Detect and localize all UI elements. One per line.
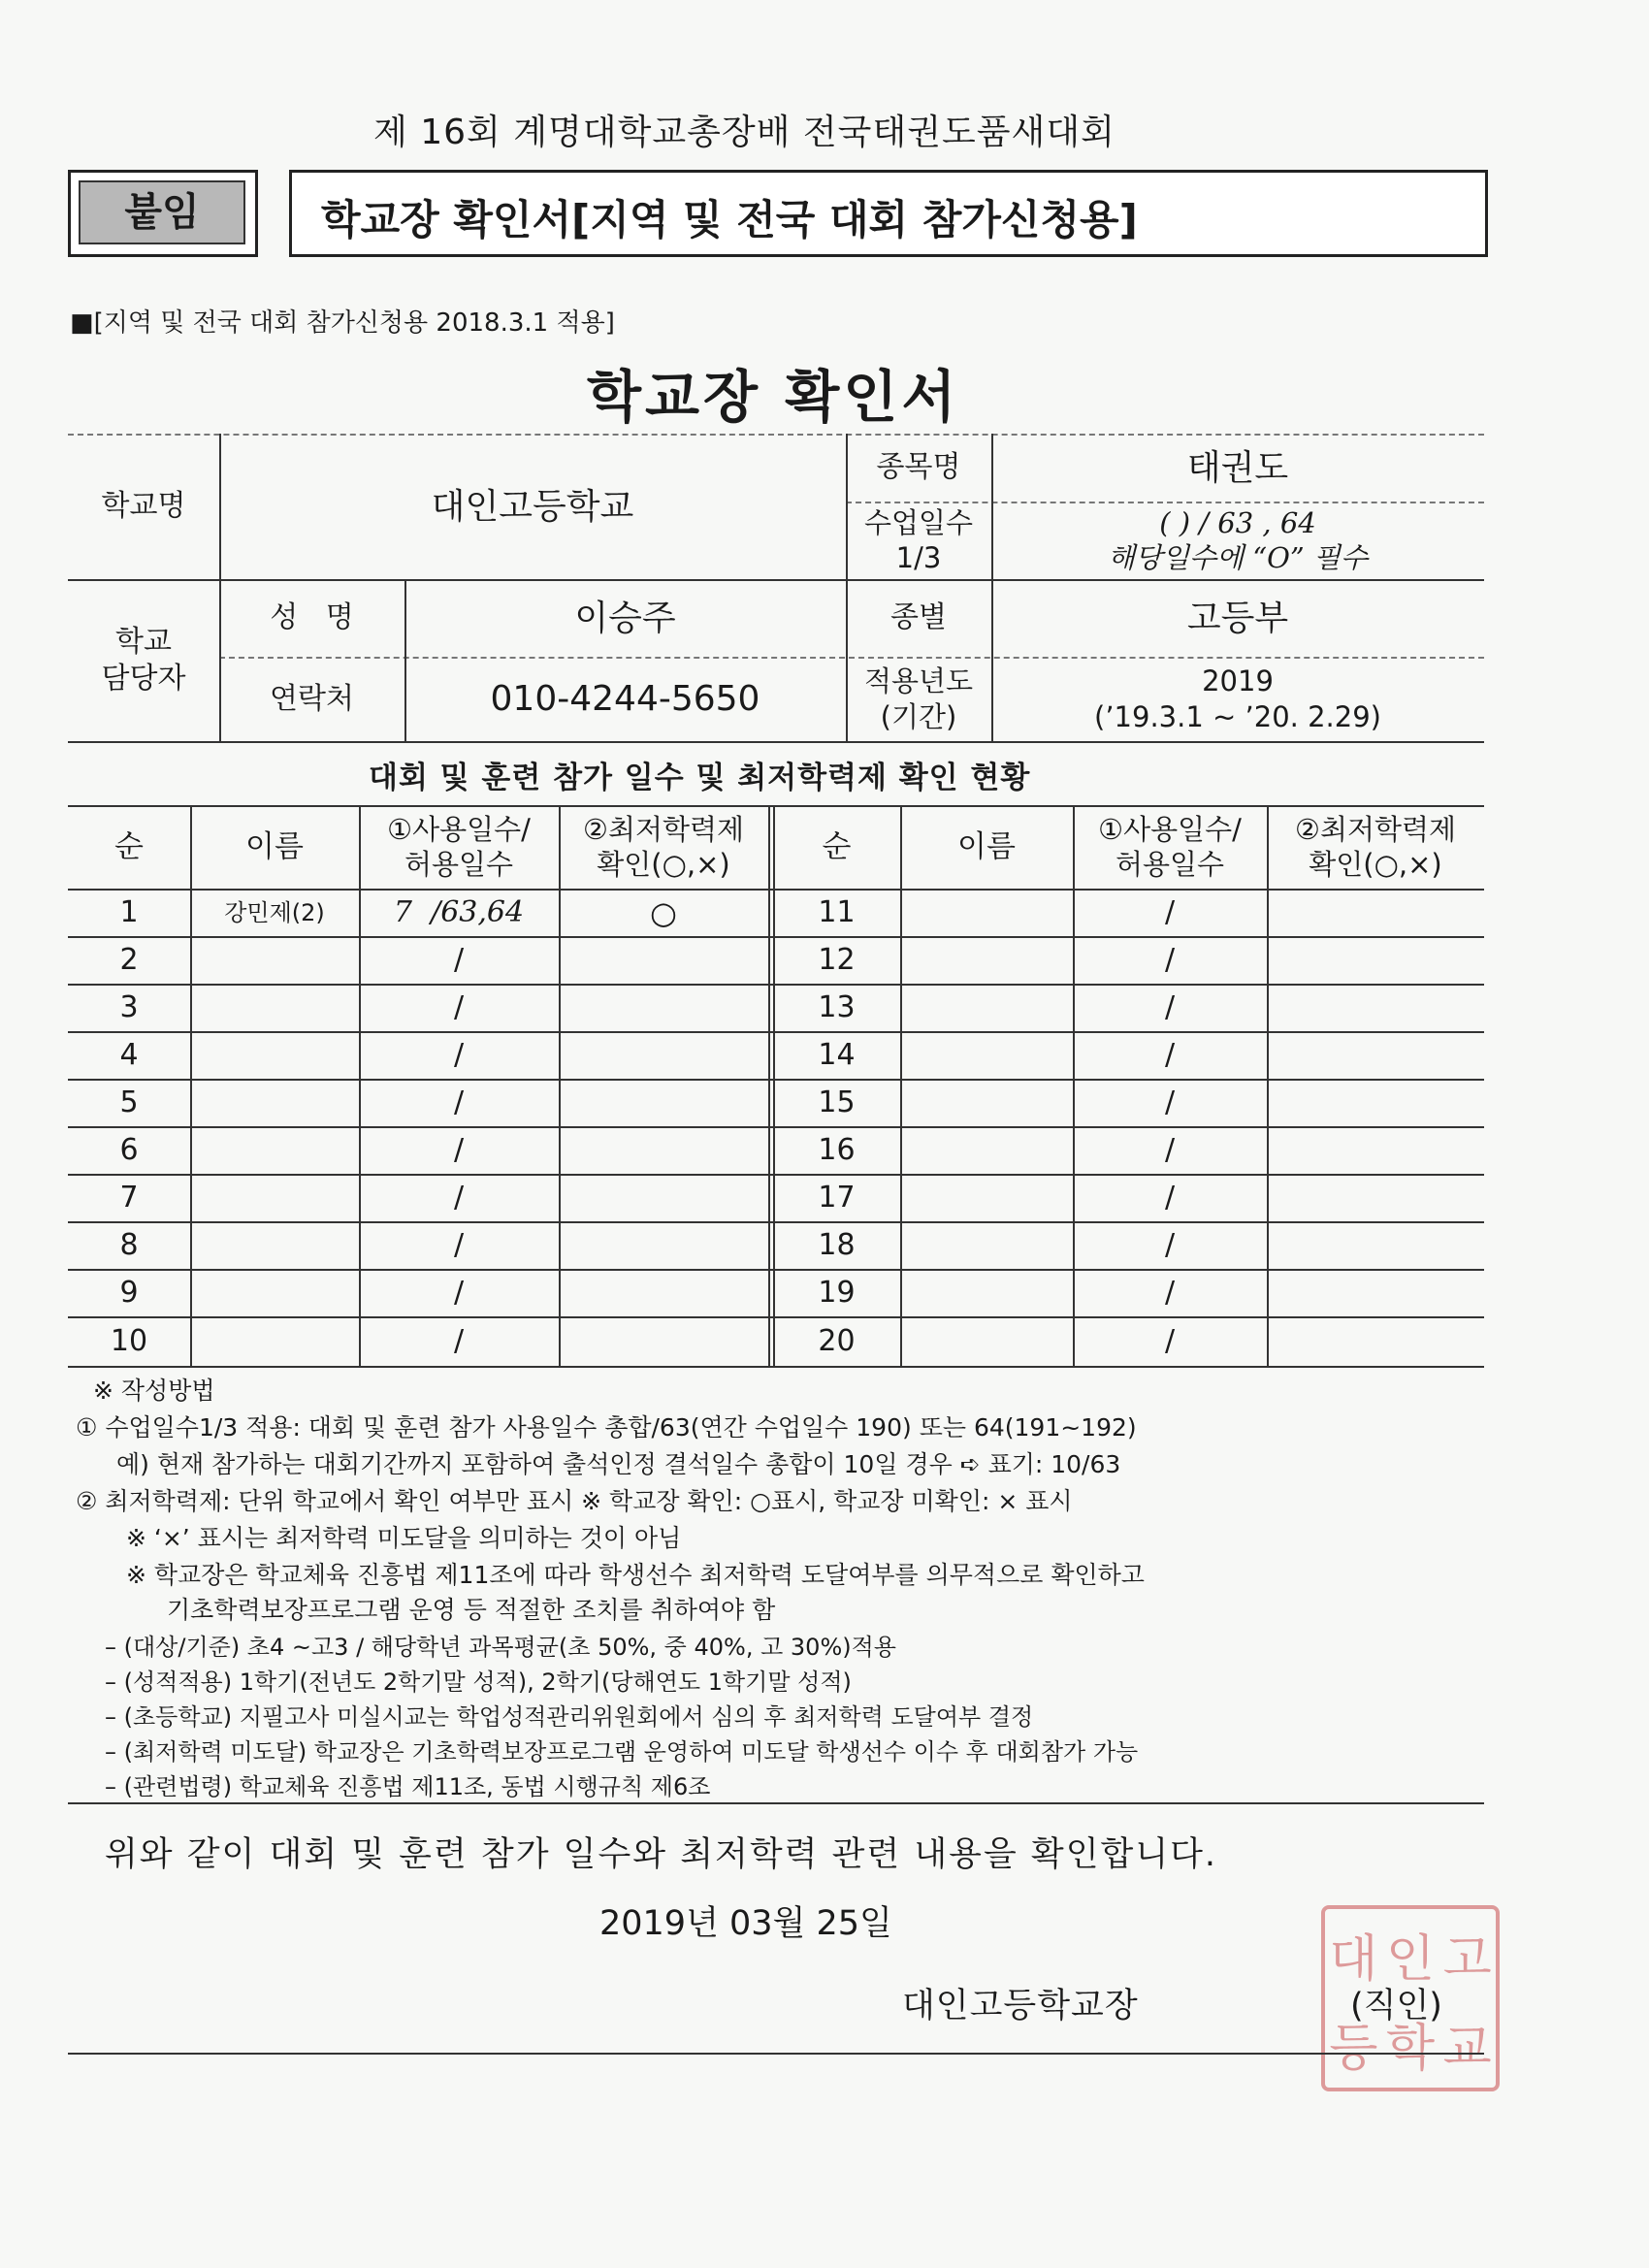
header-name-left (190, 805, 359, 889)
table-row-name (900, 936, 1073, 984)
table-row-no (773, 889, 900, 936)
table-row-name (190, 984, 359, 1031)
header-no-left-text: 순 (114, 828, 144, 864)
row-no-text: 18 (818, 1227, 856, 1262)
row-no-text: 17 (818, 1180, 856, 1215)
row-no-text: 4 (119, 1037, 139, 1072)
row-days-text: / (453, 989, 465, 1024)
header-min-left (559, 805, 768, 889)
row-days-text: / (453, 1275, 465, 1310)
table-row-check (559, 889, 768, 936)
header-days-right (1073, 805, 1267, 889)
row-no-text: 12 (818, 942, 856, 977)
year-label (846, 657, 991, 741)
table-row-check (559, 1126, 768, 1174)
table-row-days (359, 889, 559, 936)
row-days-text: / (453, 942, 465, 977)
year-value-2: (’19.3.1 ~ ’20. 2.29) (1094, 699, 1381, 733)
row-days-text: / (1164, 989, 1176, 1024)
detail-3: – (초등학교) 지필고사 미실시교는 학업성적관리위원회에서 심의 후 최저학력 도달여부 결정 (105, 1703, 1034, 1731)
note-2-c: 기초학력보장프로그램 운영 등 적절한 조치를 취하여야 함 (167, 1596, 776, 1624)
confirm-divider (68, 1802, 1484, 1804)
table-row-no (773, 984, 900, 1031)
year-label-2: (기간) (880, 699, 957, 733)
seal-char: 등 (1329, 2019, 1378, 2078)
classdays-label-2: 1/3 (895, 541, 942, 574)
row-days-text: / (453, 1132, 465, 1167)
table-row-days (1073, 1221, 1267, 1269)
table-row-name (190, 1079, 359, 1126)
name-value (404, 579, 846, 657)
table-row-name (900, 1221, 1073, 1269)
detail-2: – (성적적용) 1학기(전년도 2학기말 성적), 2학기(당해연도 1학기말 성적) (105, 1669, 852, 1696)
header-no-right-text: 순 (822, 828, 852, 864)
header-days-left-1: ①사용일수/ (387, 812, 531, 846)
contact-label-text: 연락처 (270, 681, 354, 716)
table-row-check (1267, 984, 1484, 1031)
header-name-left-text: 이름 (245, 828, 304, 864)
division-value (991, 579, 1484, 657)
row-days-text: / (1164, 1132, 1176, 1167)
table-row-days (1073, 1174, 1267, 1221)
detail-4: – (최저학력 미도달) 학교장은 기초학력보장프로그램 운영하여 미도달 학생선수 이수 후 대회참가 가능 (105, 1738, 1139, 1766)
table-row-check (1267, 1221, 1484, 1269)
row-no-text: 15 (818, 1085, 856, 1119)
row-days-text: / (1164, 1227, 1176, 1262)
row-no-text: 8 (119, 1227, 139, 1262)
table-row-days (359, 1079, 559, 1126)
row-no-text: 20 (818, 1323, 856, 1358)
contact-value-text: 010-4244-5650 (490, 679, 760, 719)
row-days-text: / (1164, 942, 1176, 977)
table-row-check (1267, 936, 1484, 984)
table-row-no (68, 1221, 190, 1269)
table-row-days (359, 984, 559, 1031)
row-days-text: / (1164, 1275, 1176, 1310)
table-row-name (900, 1269, 1073, 1316)
table-row-days (1073, 1031, 1267, 1079)
note-1: ① 수업일수1/3 적용: 대회 및 훈련 참가 사용일수 총합/63(연간 수업일수 190) 또는 64(191~192) (76, 1413, 1137, 1442)
classdays-label-1: 수업일수 (863, 505, 974, 539)
row-no-text: 10 (110, 1323, 148, 1358)
manager-label-2: 담당자 (101, 661, 186, 696)
row-days-text: / (1164, 1085, 1176, 1119)
header-min-right-2: 확인(○,×) (1309, 848, 1442, 881)
row-no-text: 16 (818, 1132, 856, 1167)
note-2-b: ※ 학교장은 학교체육 진흥법 제11조에 따라 학생선수 최저학력 도달여부를 의무적으로 확인하고 (126, 1561, 1145, 1589)
sport-value-text: 태권도 (1186, 447, 1289, 488)
table-row-check (559, 1079, 768, 1126)
row-no-text: 13 (818, 989, 856, 1024)
division-label-text: 종별 (890, 600, 947, 635)
table-row-check (559, 1031, 768, 1079)
row-no-text: 1 (119, 894, 139, 929)
table-row-no (68, 984, 190, 1031)
table-row-name (900, 1316, 1073, 1366)
manager-label-1: 학교 (115, 625, 172, 659)
table-row-name (190, 1269, 359, 1316)
table-row-name (190, 1126, 359, 1174)
table-row-days (1073, 1126, 1267, 1174)
table-row-days (1073, 984, 1267, 1031)
table-row-name (190, 1316, 359, 1366)
table-row-no (68, 1126, 190, 1174)
status-col-divider-4 (768, 805, 770, 1366)
seal-char: 교 (1442, 2019, 1492, 2078)
table-row-name (190, 1221, 359, 1269)
row-days-text: / (453, 1180, 465, 1215)
table-row-days (1073, 1269, 1267, 1316)
classdays-value-2: 해당일수에 “O” 필수 (1108, 541, 1368, 574)
confirm-statement: 위와 같이 대회 및 훈련 참가 일수와 최저학력 관련 내용을 확인합니다. (105, 1835, 1218, 1874)
table-row-name (900, 1174, 1073, 1221)
table-row-name (190, 889, 359, 936)
table-row-check (559, 984, 768, 1031)
classdays-value (991, 502, 1484, 579)
table-row-days (359, 1221, 559, 1269)
table-row-days (1073, 936, 1267, 984)
classdays-label (846, 502, 991, 579)
header-days-left-2: 허용일수 (404, 848, 514, 881)
annex-tag-inner (79, 180, 245, 244)
contact-label (219, 657, 404, 741)
annex-title-box (289, 170, 1488, 257)
table-row-days (1073, 1079, 1267, 1126)
school-name (219, 434, 846, 579)
row-check-text: ○ (650, 893, 677, 931)
detail-1: – (대상/기준) 초4 ~고3 / 해당학년 과목평균(초 50%, 중 40%, 고 30%)적용 (105, 1634, 896, 1661)
row-days-text: / (453, 1085, 465, 1119)
classdays-value-1: ( ) / 63 , 64 (1159, 505, 1316, 539)
header-days-right-2: 허용일수 (1115, 848, 1225, 881)
table-row-no (773, 1079, 900, 1126)
header-no-left (68, 805, 190, 889)
table-row-check (1267, 1126, 1484, 1174)
seal-char: 학 (1385, 2019, 1436, 2078)
table-row-no (773, 1126, 900, 1174)
table-row-name (190, 936, 359, 984)
row-name-text: 강민제(2) (224, 898, 325, 926)
table-row-check (559, 1221, 768, 1269)
event-title: 제 16회 계명대학교총장배 전국태권도품새대회 (373, 113, 1116, 152)
seal-char: 대 (1329, 1929, 1378, 1989)
note-2: ② 최저학력제: 단위 학교에서 확인 여부만 표시 ※ 학교장 확인: ○표시, 학교장 미확인: × 표시 (76, 1487, 1073, 1515)
row-days-text: / (1164, 1037, 1176, 1072)
table-row-check (1267, 1269, 1484, 1316)
table-row-days (359, 1316, 559, 1366)
school-name-text: 대인고등학교 (431, 486, 634, 527)
table-row-days (359, 1269, 559, 1316)
row-days-text: / (453, 1037, 465, 1072)
table-row-no (68, 1174, 190, 1221)
table-row-check (559, 1174, 768, 1221)
table-row-check (1267, 1174, 1484, 1221)
detail-5: – (관련법령) 학교체육 진흥법 제11조, 동법 시행규칙 제6조 (105, 1773, 711, 1800)
header-name-right (900, 805, 1073, 889)
table-row-no (773, 1269, 900, 1316)
division-value-text: 고등부 (1186, 598, 1289, 638)
table-row-name (190, 1031, 359, 1079)
table-row-check (1267, 889, 1484, 936)
table-row-days (359, 1126, 559, 1174)
table-row-no (68, 889, 190, 936)
year-value (991, 657, 1484, 741)
table-row-days (359, 1031, 559, 1079)
table-row-no (68, 1269, 190, 1316)
row-days-text: / (1164, 894, 1176, 929)
year-value-1: 2019 (1202, 664, 1274, 698)
table-row-check (559, 1269, 768, 1316)
seal-char: 고 (1442, 1929, 1492, 1989)
division-label (846, 579, 991, 657)
table-row-no (773, 1221, 900, 1269)
row-no-text: 3 (119, 989, 139, 1024)
annex-tag (68, 170, 258, 257)
table-row-name (900, 889, 1073, 936)
row-no-text: 6 (119, 1132, 139, 1167)
status-title: 대회 및 훈련 참가 일수 및 최저학력제 확인 현황 (369, 761, 1031, 795)
manager-label (68, 579, 219, 741)
table-row-name (190, 1174, 359, 1221)
form-note: ■[지역 및 전국 대회 참가신청용 2018.3.1 적용] (70, 308, 615, 338)
row-no-text: 7 (119, 1180, 139, 1215)
notes-heading: ※ 작성방법 (93, 1377, 215, 1405)
header-name-right-text: 이름 (957, 828, 1016, 864)
row-no-text: 11 (818, 894, 856, 929)
table-row-days (359, 936, 559, 984)
row-days-text: / (453, 1227, 465, 1262)
table-row-check (1267, 1079, 1484, 1126)
table-row-check (1267, 1031, 1484, 1079)
bottom-divider (68, 2053, 1484, 2055)
row-no-text: 2 (119, 942, 139, 977)
note-1-example: 예) 현재 참가하는 대회기간까지 포함하여 출석인정 결석일수 총합이 10일 경우 ➪ 표기: 10/63 (116, 1450, 1121, 1478)
row-no-text: 19 (818, 1275, 856, 1310)
table-row-name (900, 1031, 1073, 1079)
row-no-text: 5 (119, 1085, 139, 1119)
sport-value (991, 434, 1484, 502)
table-row-name (900, 1126, 1073, 1174)
header-min-right-1: ②최저학력제 (1294, 812, 1457, 846)
info-bottom-border (68, 741, 1484, 743)
table-row-no (68, 1316, 190, 1366)
annex-tag-label: 붙임 (124, 190, 200, 235)
header-days-left (359, 805, 559, 889)
table-row-no (68, 1079, 190, 1126)
table-row-no (773, 1031, 900, 1079)
header-min-right (1267, 805, 1484, 889)
seal-label: (직인) (1350, 1987, 1442, 2025)
seal-char: 인 (1385, 1929, 1436, 1989)
sport-label (846, 434, 991, 502)
row-no-text: 9 (119, 1275, 139, 1310)
table-row-check (1267, 1316, 1484, 1366)
name-label-text: 성 명 (270, 600, 354, 635)
header-min-left-2: 확인(○,×) (597, 848, 730, 881)
document-title: 학교장 확인서 (587, 364, 960, 430)
table-row-check (559, 936, 768, 984)
row-days-text: / (1164, 1323, 1176, 1358)
table-row-name (900, 984, 1073, 1031)
row-days-text: 7 /63,64 (393, 894, 525, 929)
row-days-text: / (453, 1323, 465, 1358)
table-row-no (773, 936, 900, 984)
confirm-date: 2019년 03월 25일 (599, 1904, 892, 1943)
table-row-no (773, 1174, 900, 1221)
table-row-days (1073, 1316, 1267, 1366)
table-row-no (773, 1316, 900, 1366)
year-label-1: 적용년도 (863, 664, 974, 698)
table-row-days (1073, 889, 1267, 936)
status-table-bottom (68, 1366, 1484, 1368)
header-min-left-1: ②최저학력제 (582, 812, 745, 846)
name-label (219, 579, 404, 657)
row-days-text: / (1164, 1180, 1176, 1215)
school-label-text: 학교명 (101, 489, 186, 524)
row-no-text: 14 (818, 1037, 856, 1072)
annex-title: 학교장 확인서[지역 및 전국 대회 참가신청용] (321, 196, 1138, 243)
table-row-days (359, 1174, 559, 1221)
name-value-text: 이승주 (574, 598, 676, 638)
table-row-no (68, 936, 190, 984)
header-days-right-1: ①사용일수/ (1098, 812, 1242, 846)
contact-value (404, 657, 846, 741)
table-row-name (900, 1079, 1073, 1126)
header-no-right (773, 805, 900, 889)
sport-label-text: 종목명 (876, 450, 961, 485)
note-2-a: ※ ‘×’ 표시는 최저학력 미도달을 의미하는 것이 아님 (126, 1524, 682, 1552)
table-row-check (559, 1316, 768, 1366)
principal-name: 대인고등학교장 (902, 1987, 1139, 2025)
school-label (68, 434, 219, 579)
table-row-no (68, 1031, 190, 1079)
